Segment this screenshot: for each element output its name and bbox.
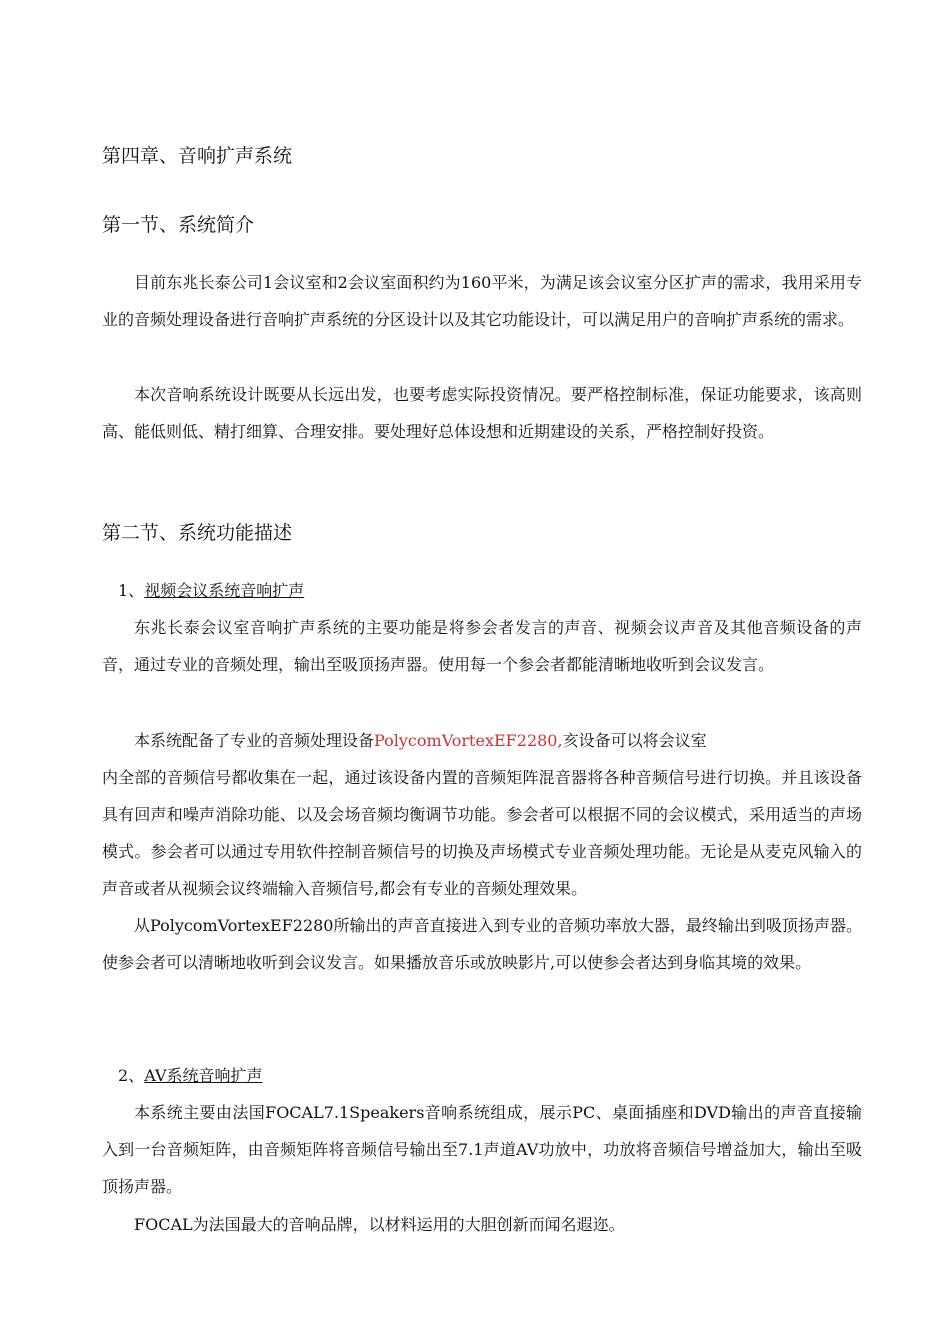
item-1-paragraph-2-first-line (134, 729, 707, 753)
item-1-paragraph-3: 从PolycomVortexEF2280所输出的声音直接进入到专业的音频功率放大器，最终输出到吸顶扬声器。使参会者可以清晰地收听到会议发言。如果播放音乐或放映影片,可以使参会者达到身临其境的效果。 (102, 916, 862, 972)
item-1-paragraph-2-prefix: 本系统配备了专业的音频处理设备 (134, 731, 375, 750)
item-1-heading (118, 579, 304, 603)
device-name: PolycomVortexEF2280, (374, 731, 563, 750)
item-1-title: 视频会议系统音响扩声 (144, 581, 305, 600)
item-1-paragraph-1: 东兆长泰会议室音响扩声系统的主要功能是将参会者发言的声音、视频会议声音及其他音频设备的声音，通过专业的音频处理，输出至吸顶扬声器。使用每一个参会者都能清晰地收听到会议发言。 (102, 618, 862, 674)
item-1-number: 1、 (118, 581, 145, 600)
item-1-paragraph-2-suffix: 亥设备可以将会议室 (562, 731, 707, 750)
chapter-title: 第四章、音响扩声系统 (102, 145, 293, 167)
item-2-title: AV系统音响扩声 (144, 1066, 263, 1085)
section-2-title: 第二节、系统功能描述 (102, 522, 293, 544)
section-1-title: 第一节、系统简介 (102, 214, 255, 236)
item-2-heading (118, 1064, 263, 1088)
section-1-paragraph-1: 目前东兆长泰公司1会议室和2会议室面积约为160平米，为满足该会议室分区扩声的需求，我用采用专业的音频处理设备进行音响扩声系统的分区设计以及其它功能设计，可以满足用户的音响扩声系统的需求。 (102, 273, 862, 329)
item-2-number: 2、 (118, 1066, 145, 1085)
item-2-paragraph-2: FOCAL为法国最大的音响品牌，以材料运用的大胆创新而闻名遐迩。 (134, 1215, 625, 1234)
section-1-paragraph-2: 本次音响系统设计既要从长远出发，也要考虑实际投资情况。要严格控制标准，保证功能要求，该高则高、能低则低、精打细算、合理安排。要处理好总体设想和近期建设的关系，严格控制好投资。 (102, 385, 862, 441)
item-1-paragraph-2-rest: 内全部的音频信号都收集在一起，通过该设备内置的音频矩阵混音器将各种音频信号进行切换。并且该设备具有回声和噪声消除功能、以及会场音频均衡调节功能。参会者可以根据不同的会议模式，采用适当的声场模式。参会者可以通过专用软件控制音频信号的切换及声场模式专业音频处理功能。无论是从麦克风输入的声音或者从视频会议终端输入音频信号,都会有专业的音频处理效果。 (102, 768, 862, 898)
item-2-paragraph-1: 本系统主要由法国FOCAL7.1Speakers音响系统组成，展示PC、桌面插座和DVD输出的声音直接输入到一台音频矩阵，由音频矩阵将音频信号输出至7.1声道AV功放中，功放将音频信号增益加大，输出至吸顶扬声器。 (102, 1103, 862, 1196)
